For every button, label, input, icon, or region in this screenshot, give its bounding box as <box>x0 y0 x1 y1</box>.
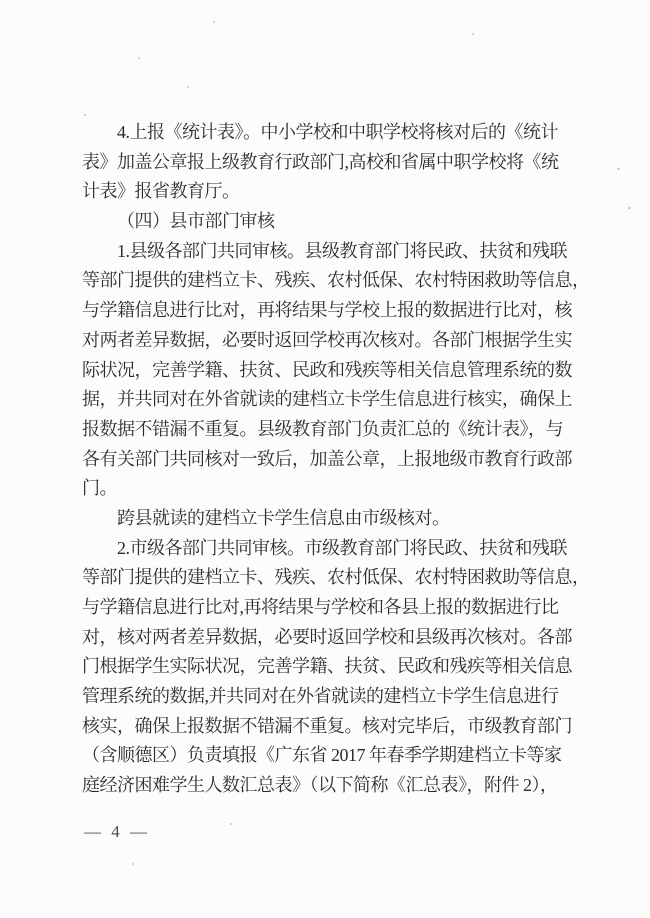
document-body <box>82 118 590 801</box>
text-line: （含顺德区）负责填报《广东省 2017 年春季学期建档立卡等家 <box>82 745 562 766</box>
text-line: 报数据不错漏不重复。县级教育部门负责汇总的《统计表》，与 <box>82 418 563 439</box>
text-line: 对两者差异数据，必要时返回学校再次核对。各部门根据学生实 <box>82 329 572 350</box>
text-line: 管理系统的数据,并共同对在外省就读的建档立卡学生信息进行 <box>82 686 559 707</box>
text-line: 核实，确保上报数据不错漏不重复。核对完毕后，市级教育部门 <box>82 715 572 736</box>
scan-speck <box>138 57 140 59</box>
scan-speck <box>472 33 474 35</box>
text-line: 对，核对两者差异数据，必要时返回学校和县级再次核对。各部 <box>82 626 572 647</box>
scan-speck <box>617 168 620 170</box>
page-number: — 4 — <box>84 822 150 841</box>
text-line: 表》加盖公章报上级教育行政部门,高校和省属中职学校将《统 <box>82 151 559 172</box>
scan-speck <box>213 21 215 23</box>
text-line: 据，并共同对在外省就读的建档立卡学生信息进行核实，确保上 <box>82 389 572 410</box>
text-line: 1.县级各部门共同审核。县级教育部门将民政、扶贫和残联 <box>117 240 567 261</box>
text-line: 2.市级各部门共同审核。市级教育部门将民政、扶贫和残联 <box>117 537 567 558</box>
section-heading: （四）县市部门审核 <box>117 211 275 232</box>
scan-speck <box>230 823 232 825</box>
text-line: 门。 <box>82 478 117 499</box>
text-line: 各有关部门共同核对一致后，加盖公章，上报地级市教育行政部 <box>82 448 572 469</box>
text-line: 计表》报省教育厅。 <box>82 181 240 202</box>
text-line: 与学籍信息进行比对,再将结果与学校和各县上报的数据进行比 <box>82 597 559 617</box>
text-line: 门根据学生实际状况，完善学籍、扶贫、民政和残疾等相关信息 <box>82 656 572 677</box>
text-line: 际状况，完善学籍、扶贫、民政和残疾等相关信息管理系统的数 <box>82 359 572 380</box>
text-line: 等部门提供的建档立卡、残疾、农村低保、农村特困救助等信息， <box>82 270 590 291</box>
scan-speck <box>628 207 631 209</box>
text-line: 庭经济困难学生人数汇总表》（以下简称《汇总表》，附件 2）， <box>82 775 558 796</box>
scan-speck <box>84 114 86 116</box>
text-line: 等部门提供的建档立卡、残疾、农村低保、农村特困救助等信息， <box>82 567 590 588</box>
text-line: 与学籍信息进行比对，再将结果与学校上报的数据进行比对，核 <box>82 300 572 321</box>
scan-speck <box>132 863 134 865</box>
scan-speck <box>187 86 189 88</box>
text-line: 跨县就读的建档立卡学生信息由市级核对。 <box>117 507 450 528</box>
text-line: 4.上报《统计表》。中小学校和中职学校将核对后的《统计 <box>117 122 558 142</box>
